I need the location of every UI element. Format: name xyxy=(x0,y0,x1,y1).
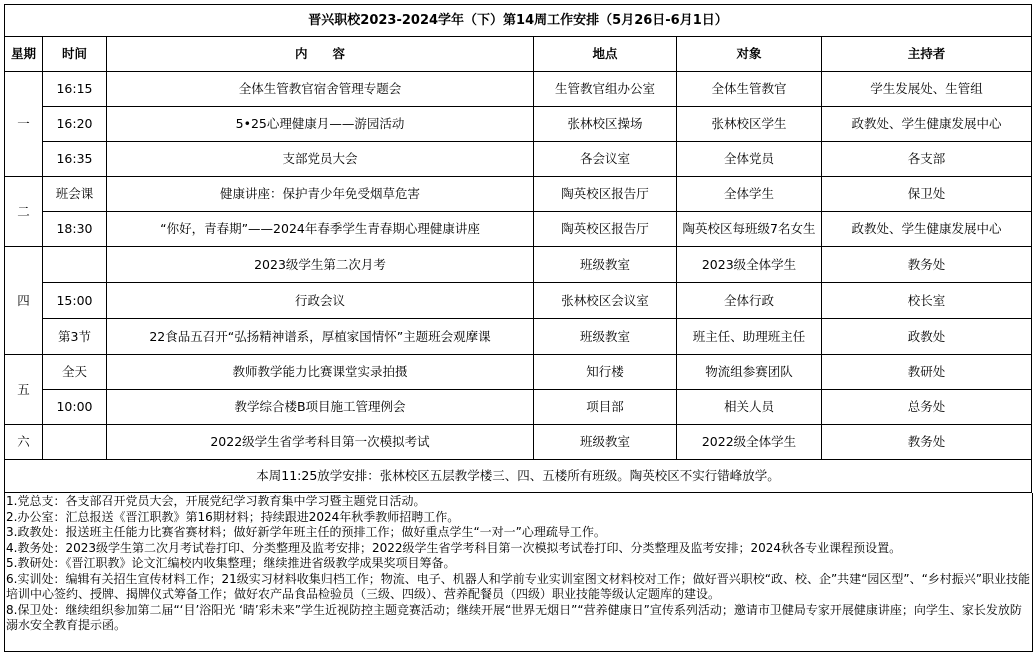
row-content: 教师教学能力比赛课堂实录拍摄 xyxy=(107,355,534,390)
row-content: 行政会议 xyxy=(107,283,534,319)
row-place: 班级教室 xyxy=(534,319,677,355)
row-place: 知行楼 xyxy=(534,355,677,390)
row-target: 2023级全体学生 xyxy=(677,247,822,283)
row-content: 健康讲座：保护青少年免受烟草危害 xyxy=(107,177,534,212)
header-host: 主持者 xyxy=(822,37,1032,72)
row-target: 物流组参赛团队 xyxy=(677,355,822,390)
row-content: 教学综合楼B项目施工管理例会 xyxy=(107,390,534,425)
row-target: 陶英校区每班级7名女生 xyxy=(677,212,822,247)
row-host: 各支部 xyxy=(822,142,1032,177)
note-item: 2.办公室：汇总报送《晋江职教》第16期材料；持续跟进2024年秋季教师招聘工作。 xyxy=(6,509,460,524)
row-content: 2022级学生省学考科目第一次模拟考试 xyxy=(107,425,534,460)
row-host: 教研处 xyxy=(822,355,1032,390)
row-time: 16:20 xyxy=(43,107,107,142)
row-content: “你好，青春期”——2024年春季学生青春期心理健康讲座 xyxy=(107,212,534,247)
row-place: 项目部 xyxy=(534,390,677,425)
row-target: 全体党员 xyxy=(677,142,822,177)
row-place: 陶英校区报告厅 xyxy=(534,177,677,212)
row-host: 总务处 xyxy=(822,390,1032,425)
note-item: 1.党总支：各支部召开党员大会，开展党纪学习教育集中学习暨主题党日活动。 xyxy=(6,494,426,508)
row-host: 校长室 xyxy=(822,283,1032,319)
row-place: 张林校区操场 xyxy=(534,107,677,142)
row-host: 政教处、学生健康发展中心 xyxy=(822,212,1032,247)
header-day: 星期 xyxy=(5,37,43,72)
note-item: 5.教研处：《晋江职教》论文汇编校内收集整理；继续推进省级教学成果奖项目筹备。 xyxy=(6,556,456,570)
row-target: 班主任、助理班主任 xyxy=(677,319,822,355)
header-content: 内 容 xyxy=(107,37,534,72)
row-host: 保卫处 xyxy=(822,177,1032,212)
row-time xyxy=(43,425,107,460)
row-time: 10:00 xyxy=(43,390,107,425)
row-time xyxy=(43,247,107,283)
department-notes xyxy=(4,493,1033,652)
row-host: 教务处 xyxy=(822,247,1032,283)
row-time: 16:35 xyxy=(43,142,107,177)
day-friday: 五 xyxy=(5,355,43,425)
row-place: 生管教官组办公室 xyxy=(534,72,677,107)
row-place: 各会议室 xyxy=(534,142,677,177)
row-place: 班级教室 xyxy=(534,247,677,283)
note-item: 3.政教处：报送班主任能力比赛省赛材料；做好新学年班主任的预排工作；做好重点学生“一对一”心理疏导工作。 xyxy=(6,525,606,539)
header-target: 对象 xyxy=(677,37,822,72)
day-tuesday: 二 xyxy=(5,177,43,247)
schedule-table xyxy=(4,4,1032,493)
header-place: 地点 xyxy=(534,37,677,72)
note-item: 4.教务处：2023级学生第二次月考试卷打印、分类整理及监考安排；2022级学生省学考科目第一次模拟考试卷打印、分类整理及监考安排；2024秋各专业课程预设置。 xyxy=(6,540,902,555)
row-target: 2022级全体学生 xyxy=(677,425,822,460)
row-content: 22食品五召开“弘扬精神谱系，厚植家国情怀”主题班会观摩课 xyxy=(107,319,534,355)
row-content: 2023级学生第二次月考 xyxy=(107,247,534,283)
row-target: 全体学生 xyxy=(677,177,822,212)
row-target: 相关人员 xyxy=(677,390,822,425)
row-time: 16:15 xyxy=(43,72,107,107)
row-host: 学生发展处、生管组 xyxy=(822,72,1032,107)
day-saturday: 六 xyxy=(5,425,43,460)
row-time: 18:30 xyxy=(43,212,107,247)
row-host: 政教处、学生健康发展中心 xyxy=(822,107,1032,142)
row-time: 全天 xyxy=(43,355,107,390)
row-target: 张林校区学生 xyxy=(677,107,822,142)
row-time: 15:00 xyxy=(43,283,107,319)
row-target: 全体行政 xyxy=(677,283,822,319)
sheet-title: 晋兴职校2023-2024学年（下）第14周工作安排（5月26日-6月1日） xyxy=(5,5,1032,37)
row-content: 5•25心理健康月——游园活动 xyxy=(107,107,534,142)
day-monday: 一 xyxy=(5,72,43,177)
row-place: 陶英校区报告厅 xyxy=(534,212,677,247)
note-item: 6.实训处：编辑有关招生宣传材料工作；21级实习材料收集归档工作；物流、电子、机器人和学前专业实训室图文材料校对工作；做好晋兴职校“政、校、企”共建“园区型”、“乡村振兴”职业技能培训中心签约、授牌、揭牌仪式筹备工作；做好农产品食品检验员（三级、四级）、营养配餐员（四级）职业技能等级认定题库的建设。 xyxy=(6,571,1031,601)
row-host: 教务处 xyxy=(822,425,1032,460)
header-time: 时间 xyxy=(43,37,107,72)
row-content: 全体生管教官宿舍管理专题会 xyxy=(107,72,534,107)
day-thursday: 四 xyxy=(5,247,43,355)
row-time: 班会课 xyxy=(43,177,107,212)
row-target: 全体生管教官 xyxy=(677,72,822,107)
row-host: 政教处 xyxy=(822,319,1032,355)
row-content: 支部党员大会 xyxy=(107,142,534,177)
week-note: 本周11:25放学安排：张林校区五层教学楼三、四、五楼所有班级。陶英校区不实行错峰放学。 xyxy=(5,460,1032,493)
row-place: 张林校区会议室 xyxy=(534,283,677,319)
row-place: 班级教室 xyxy=(534,425,677,460)
note-item: 8.保卫处：继续组织参加第二届“‘目’浴阳光 ‘睛’彩未来”学生近视防控主题竞赛活动；继续开展“世界无烟日”“营养健康日”宣传系列活动；邀请市卫健局专家开展健康讲座；向学生、家长发放防溺水安全教育提示函。 xyxy=(6,602,1022,632)
row-time: 第3节 xyxy=(43,319,107,355)
schedule-sheet xyxy=(4,4,1031,652)
